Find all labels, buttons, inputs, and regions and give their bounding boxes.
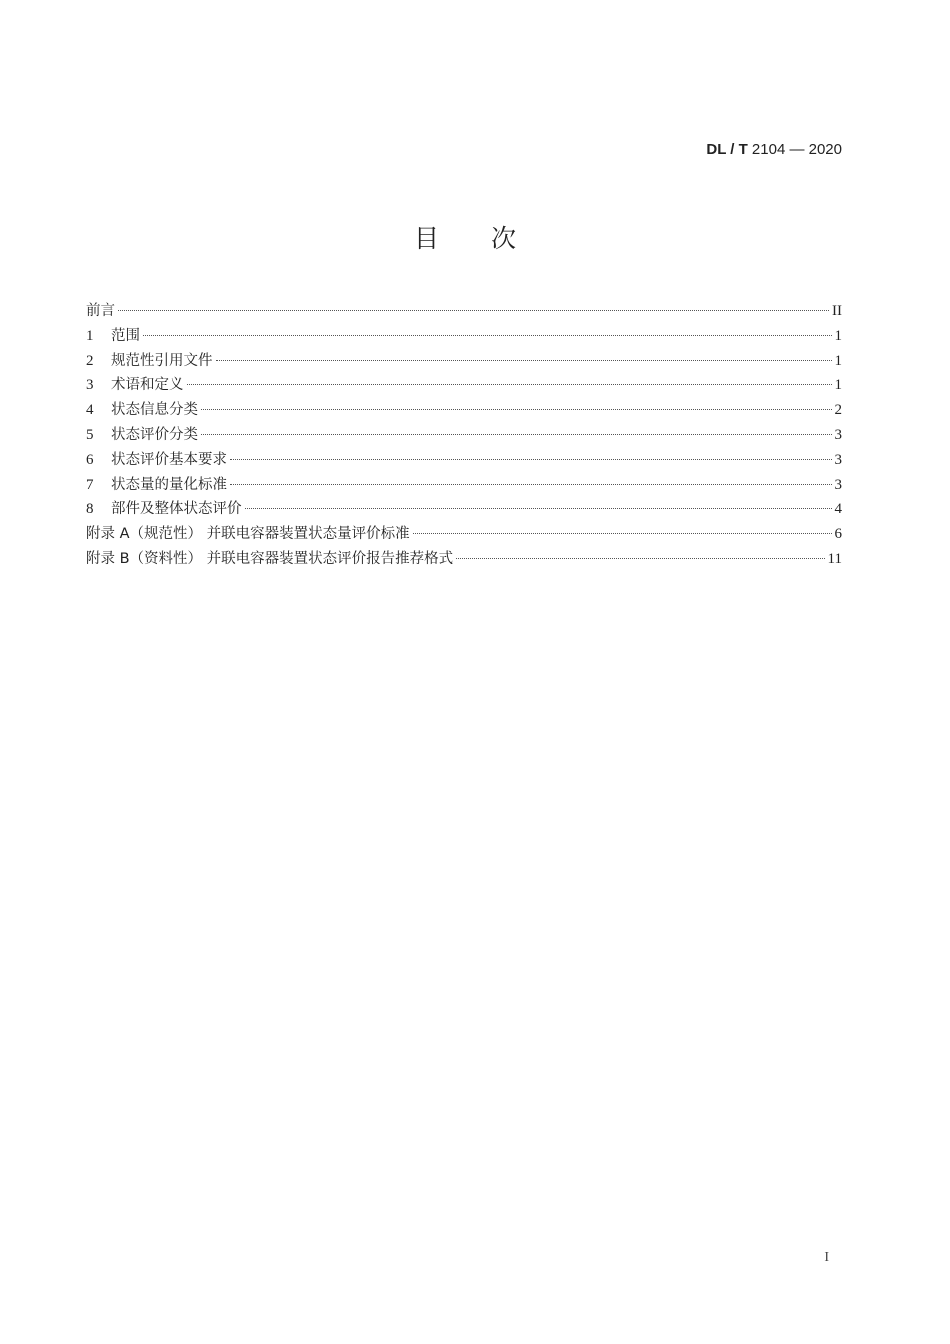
toc-dot-leader	[245, 508, 832, 509]
toc-dot-leader	[230, 459, 832, 460]
toc-entry-title: 前言	[86, 303, 115, 319]
toc-entry-5[interactable]	[86, 423, 842, 448]
toc-entry-title: 状态评价基本要求	[111, 451, 227, 468]
toc-entry-number: 8	[86, 501, 94, 518]
toc-entry-title: 状态评价分类	[111, 426, 198, 443]
toc-entry-title: 术语和定义	[111, 377, 184, 394]
toc-entry-page: 11	[827, 550, 842, 567]
toc-entry-page: 4	[834, 501, 842, 518]
toc-entry-appendix-a[interactable]	[86, 522, 842, 547]
toc-entry-number: 4	[86, 402, 94, 419]
toc-entry-1[interactable]	[86, 324, 842, 349]
toc-dot-leader	[201, 434, 832, 435]
toc-entry-page: 3	[834, 476, 842, 493]
toc-entry-page: 3	[834, 451, 842, 468]
toc-entry-3[interactable]	[86, 373, 842, 398]
toc-entry-number: 3	[86, 377, 94, 394]
toc-entry-title: 范围	[111, 327, 140, 344]
toc-entry-title: 规范性引用文件	[111, 352, 213, 369]
standard-code-number: 2104 — 2020	[751, 141, 842, 158]
toc-entry-number: 5	[86, 426, 94, 443]
toc-entry-number: 7	[86, 476, 94, 493]
toc-entry-title: 附录 A（规范性） 并联电容器装置状态量评价标准	[86, 526, 410, 543]
toc-entry-page: 2	[834, 402, 842, 419]
toc-entry-8[interactable]	[86, 497, 842, 522]
toc-entry-title: 部件及整体状态评价	[111, 501, 242, 518]
toc-entry-6[interactable]	[86, 448, 842, 473]
toc-dot-leader	[413, 533, 832, 534]
toc-dot-leader	[230, 484, 832, 485]
toc-entry-page: II	[832, 303, 842, 319]
toc-entry-7[interactable]	[86, 473, 842, 498]
toc-entry-page: 6	[834, 526, 842, 543]
toc-entry-2[interactable]	[86, 349, 842, 374]
toc-dot-leader	[456, 558, 824, 559]
toc-dot-leader	[216, 360, 832, 361]
toc-dot-leader	[187, 384, 832, 385]
toc-entry-4[interactable]	[86, 398, 842, 423]
toc-entry-number: 6	[86, 451, 94, 468]
standard-code	[706, 141, 842, 158]
toc-entry-title: 状态信息分类	[111, 402, 198, 419]
toc-entry-title: 状态量的量化标准	[111, 476, 227, 493]
toc-dot-leader	[201, 409, 832, 410]
toc-entry-page: 1	[834, 377, 842, 394]
toc-entry-page: 1	[834, 352, 842, 369]
table-of-contents	[86, 299, 842, 572]
page-number: I	[824, 1250, 829, 1265]
page-title: 目次	[413, 224, 568, 253]
toc-dot-leader	[118, 310, 829, 311]
toc-dot-leader	[143, 335, 832, 336]
toc-entry-number: 2	[86, 352, 94, 369]
standard-code-prefix: DL / T	[706, 141, 748, 158]
toc-entry-title: 附录 B（资料性） 并联电容器装置状态评价报告推荐格式	[86, 550, 454, 567]
toc-entry-appendix-b[interactable]	[86, 547, 842, 572]
toc-entry-number: 1	[86, 327, 94, 344]
toc-entry-page: 1	[834, 327, 842, 344]
toc-entry-foreword[interactable]	[86, 299, 842, 324]
toc-entry-page: 3	[834, 426, 842, 443]
